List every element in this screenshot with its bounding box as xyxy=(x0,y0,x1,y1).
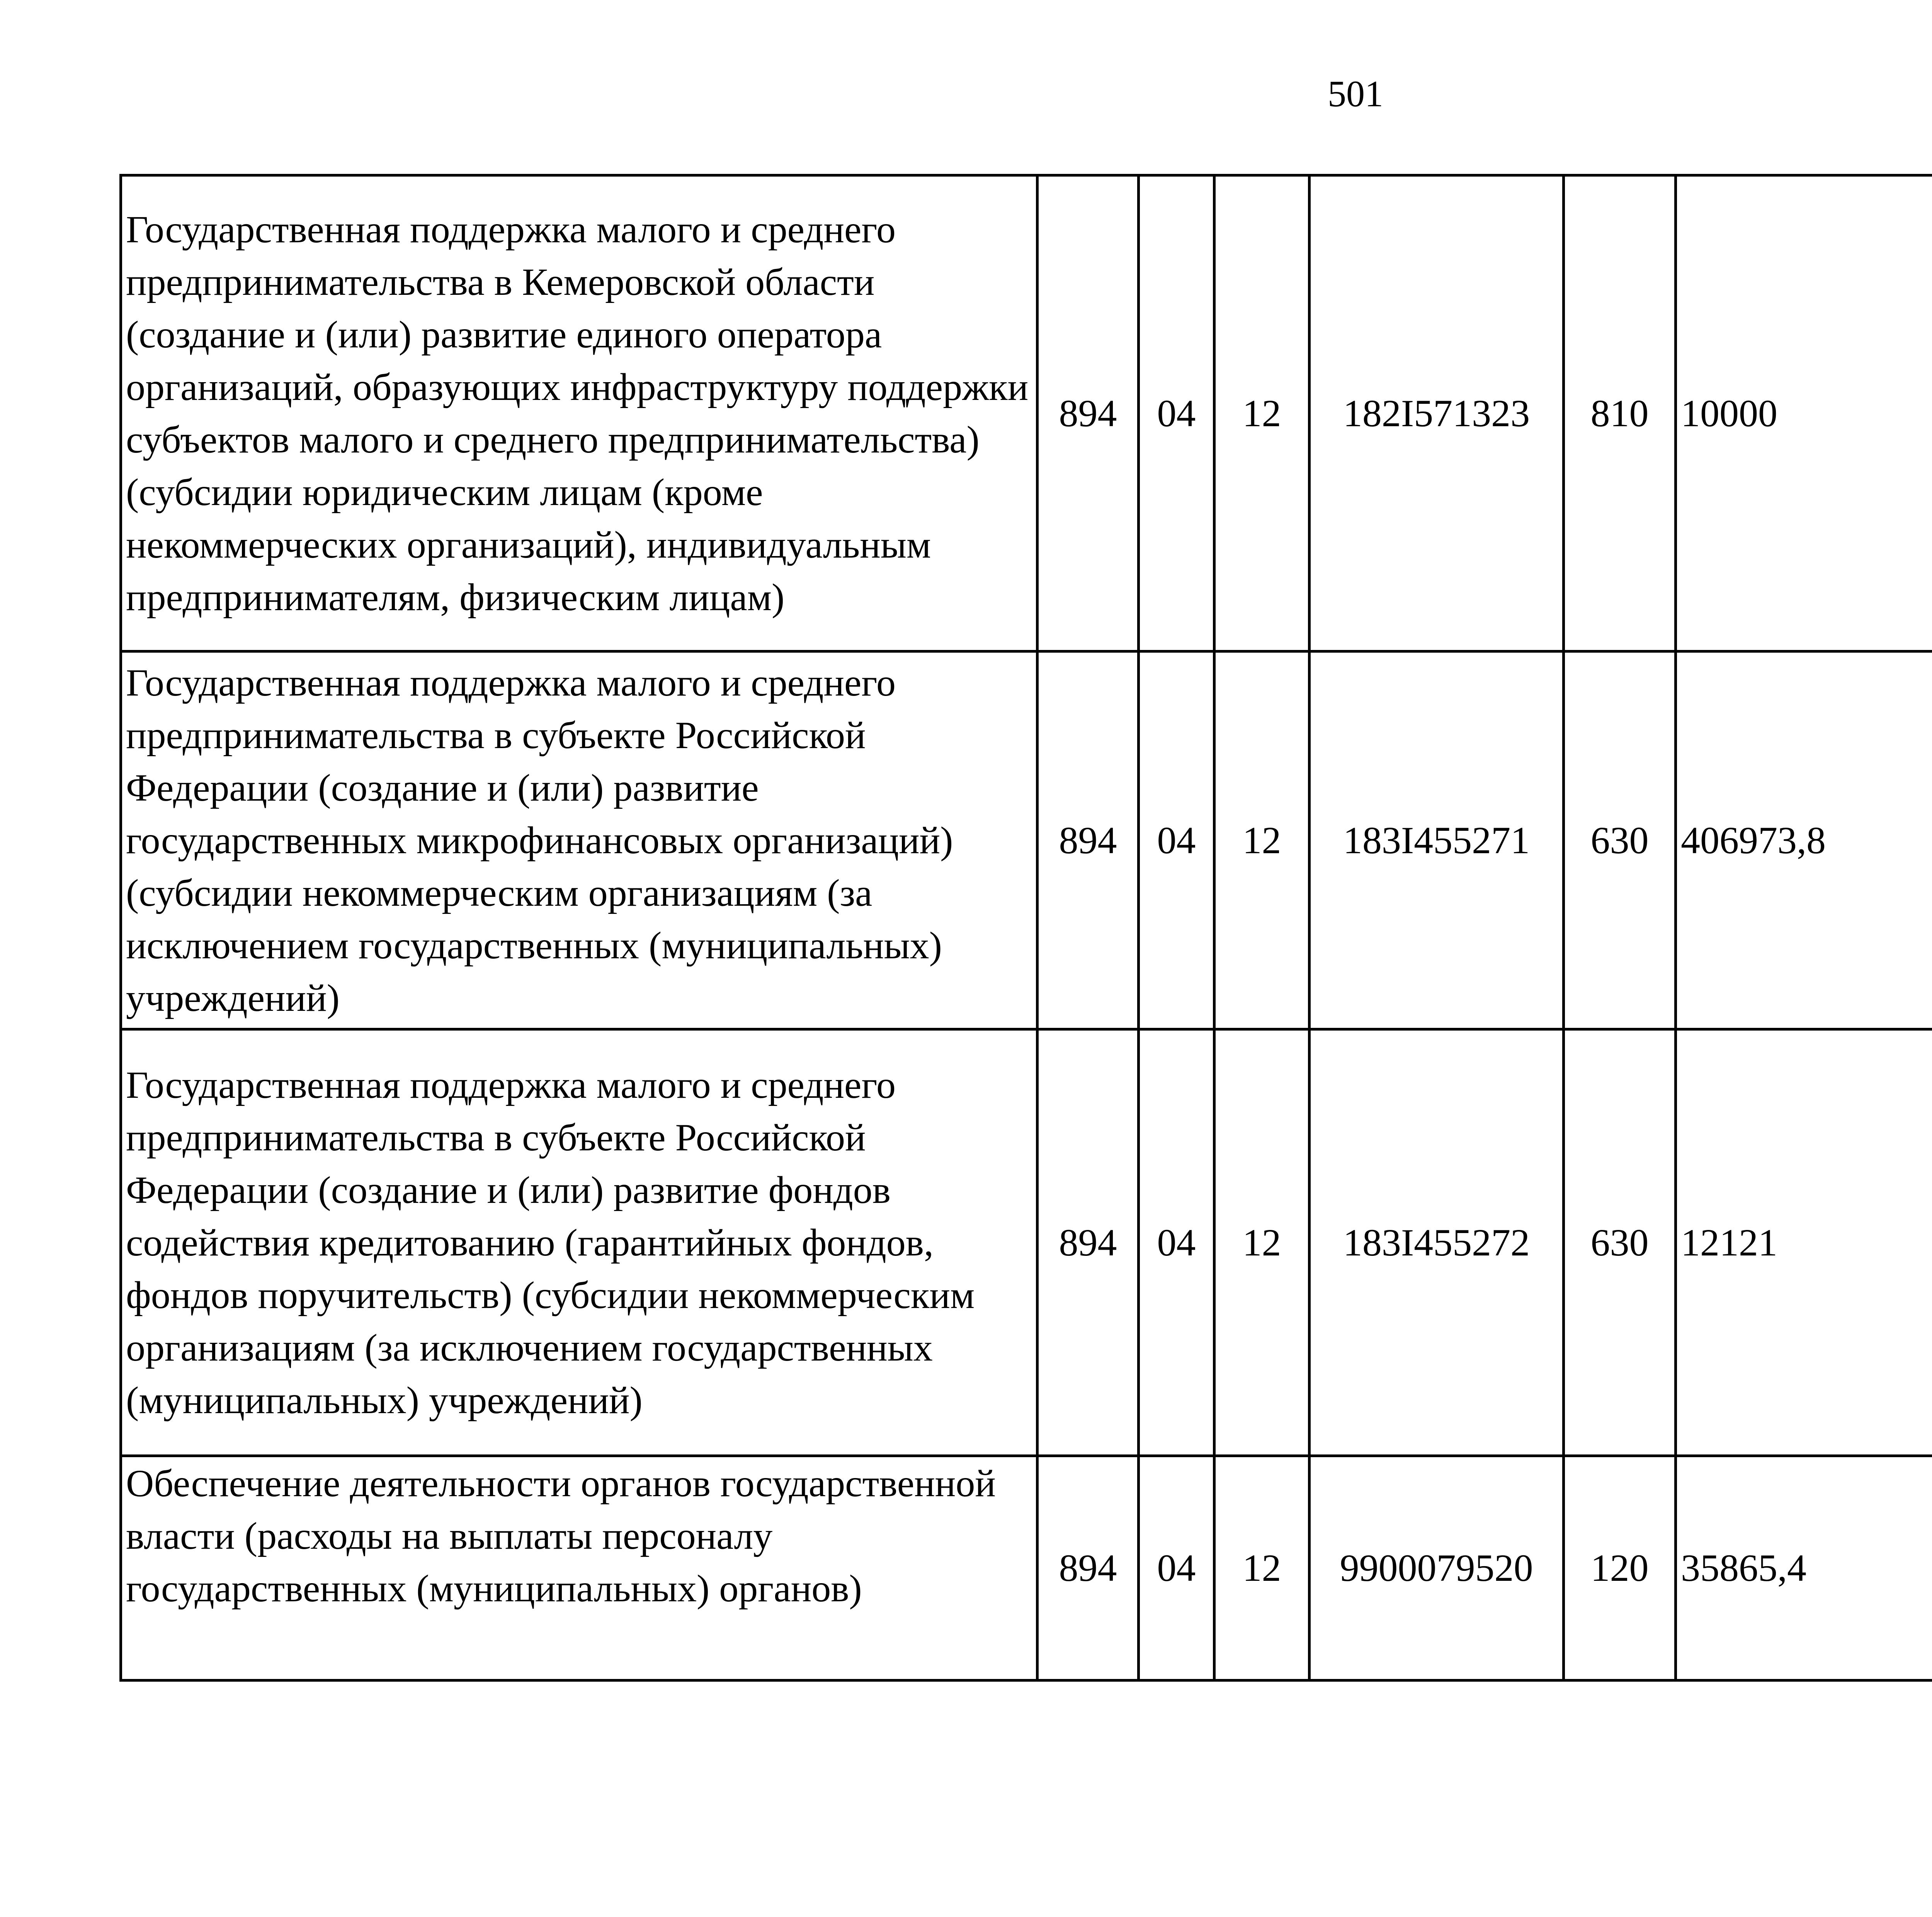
expense-type-code: 630 xyxy=(1564,1029,1676,1456)
ministry-code: 894 xyxy=(1037,1029,1139,1456)
subsection-code: 12 xyxy=(1214,1456,1310,1681)
section-code: 04 xyxy=(1139,1029,1214,1456)
row-description: Обеспечение деятельности органов государственной власти (расходы на выплаты персоналу государственных (муниципальных) органов) xyxy=(121,1456,1037,1681)
table-row xyxy=(121,1029,1932,1456)
subsection-code: 12 xyxy=(1214,1029,1310,1456)
target-article-code: 9900079520 xyxy=(1310,1456,1564,1681)
table-row xyxy=(121,1456,1932,1681)
target-article-code: 182I571323 xyxy=(1310,175,1564,651)
section-code: 04 xyxy=(1139,175,1214,651)
page-number: 501 xyxy=(1328,73,1383,114)
amount-year-1: 35865,4 xyxy=(1676,1456,1932,1681)
table-row xyxy=(121,651,1932,1029)
ministry-code: 894 xyxy=(1037,1456,1139,1681)
amount-year-1: 406973,8 xyxy=(1676,651,1932,1029)
target-article-code: 183I455271 xyxy=(1310,651,1564,1029)
budget-table xyxy=(119,174,1932,1682)
subsection-code: 12 xyxy=(1214,175,1310,651)
row-description: Государственная поддержка малого и среднего предпринимательства в Кемеровской области (создание и (или) развитие единого оператора организаций, образующих инфраструктуру поддержки субъектов малого и среднего предпринимательства) (субсидии юридическим лицам (кроме некоммерческих организаций), индивидуальным предпринимателям, физическим лицам) xyxy=(121,175,1037,651)
expense-type-code: 630 xyxy=(1564,651,1676,1029)
expense-type-code: 810 xyxy=(1564,175,1676,651)
ministry-code: 894 xyxy=(1037,175,1139,651)
section-code: 04 xyxy=(1139,651,1214,1029)
amount-year-1: 12121 xyxy=(1676,1029,1932,1456)
target-article-code: 183I455272 xyxy=(1310,1029,1564,1456)
ministry-code: 894 xyxy=(1037,651,1139,1029)
subsection-code: 12 xyxy=(1214,651,1310,1029)
table-row xyxy=(121,175,1932,651)
row-description: Государственная поддержка малого и среднего предпринимательства в субъекте Российской Федерации (создание и (или) развитие государственных микрофинансовых организаций) (субсидии некоммерческим организациям (за исключением государственных (муниципальных) учреждений) xyxy=(121,651,1037,1029)
row-description: Государственная поддержка малого и среднего предпринимательства в субъекте Российской Федерации (создание и (или) развитие фондов содействия кредитованию (гарантийных фондов, фондов поручительств) (субсидии некоммерческим организациям (за исключением государственных (муниципальных) учреждений) xyxy=(121,1029,1037,1456)
amount-year-1: 10000 xyxy=(1676,175,1932,651)
section-code: 04 xyxy=(1139,1456,1214,1681)
expense-type-code: 120 xyxy=(1564,1456,1676,1681)
